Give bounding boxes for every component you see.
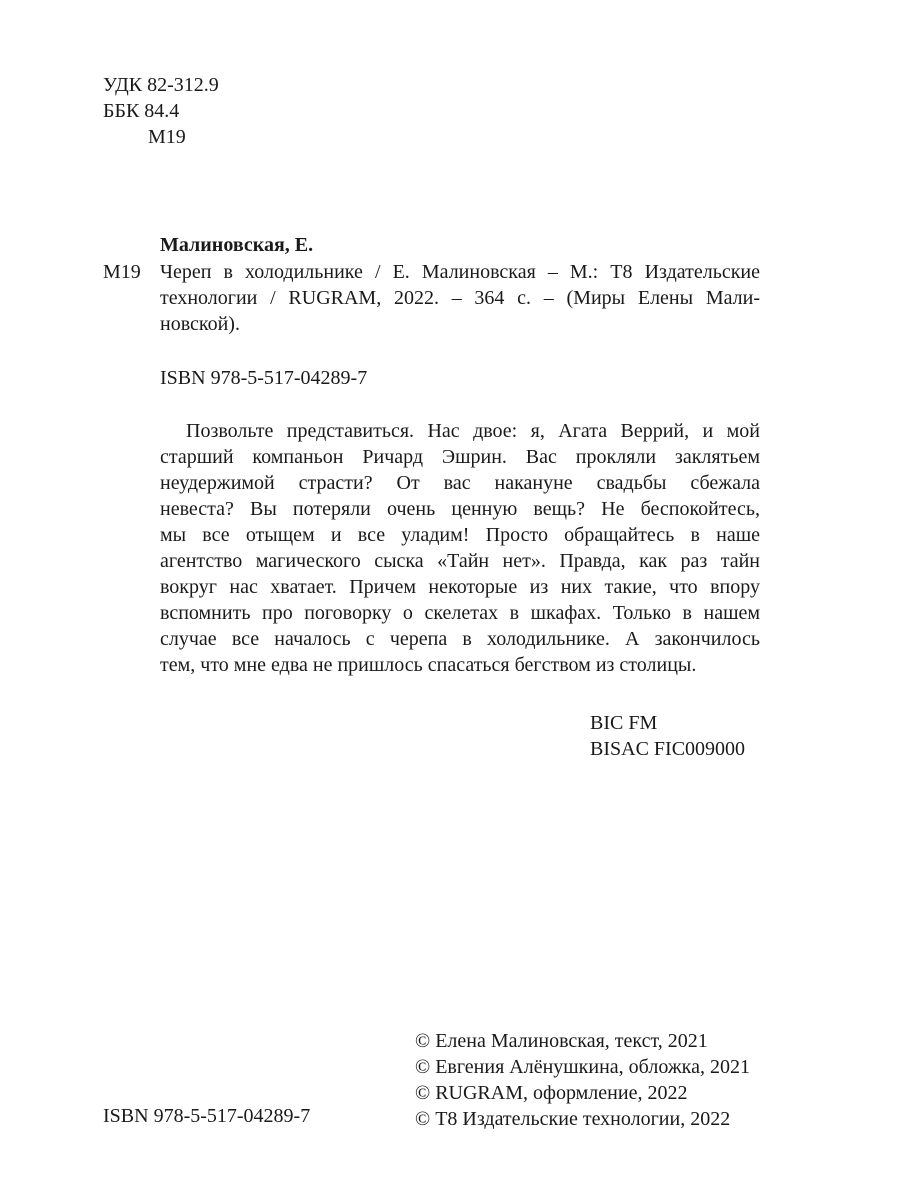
catalog-line: технологии / RUGRAM, 2022. – 364 с. – (Миры Елены Мали- [160, 287, 760, 309]
annotation-line: мы все отыщем и все уладим! Просто обращайтесь в наше [160, 524, 760, 546]
annotation-line: невеста? Вы потеряли очень ценную вещь? Не беспокойтесь, [160, 498, 760, 520]
author-mark: М19 [148, 126, 186, 148]
subject-codes [590, 710, 745, 762]
annotation-line: вокруг нас хватает. Причем некоторые из них такие, что впору [160, 576, 760, 598]
annotation-line: вспомнить про поговорку о скелетах в шкафах. Только в нашем [160, 602, 760, 624]
copyright-block [415, 1028, 750, 1132]
bbk-code: ББК 84.4 [103, 100, 180, 122]
catalog-author: Малиновская, Е. [160, 234, 314, 256]
annotation-line: Позвольте представиться. Нас двое: я, Агата Веррий, и мой [186, 420, 760, 442]
copyright-line: © Евгения Алёнушкина, обложка, 2021 [415, 1056, 750, 1078]
copyright-line: © Елена Малиновская, текст, 2021 [415, 1030, 708, 1052]
classification-block [103, 72, 219, 150]
annotation-line: агентство магического сыска «Тайн нет». Правда, как раз тайн [160, 550, 760, 572]
udk-code: УДК 82-312.9 [103, 74, 219, 96]
copyright-line: © RUGRAM, оформление, 2022 [415, 1082, 688, 1104]
annotation-line: тем, что мне едва не пришлось спасаться бегством из столицы. [160, 654, 697, 676]
catalog-line: Череп в холодильнике / Е. Малиновская – М.: Т8 Издательские [160, 261, 760, 283]
isbn: ISBN 978-5-517-04289-7 [160, 367, 368, 389]
annotation-line: старший компаньон Ричард Эшрин. Вас прокляли заклятьем [160, 446, 760, 468]
annotation-line: случае все началось с черепа в холодильнике. А закончилось [160, 628, 760, 650]
catalog-author-mark: М19 [103, 261, 141, 283]
annotation-line: неудержимой страсти? От вас накануне свадьбы сбежала [160, 472, 760, 494]
isbn-bottom: ISBN 978-5-517-04289-7 [103, 1105, 311, 1127]
annotation [160, 418, 760, 678]
bic-code: BIC FM [590, 712, 658, 734]
catalog-description [160, 259, 760, 337]
catalog-line: новской). [160, 313, 240, 335]
bisac-code: BISAC FIC009000 [590, 738, 746, 760]
copyright-line: © Т8 Издательские технологии, 2022 [415, 1108, 731, 1130]
